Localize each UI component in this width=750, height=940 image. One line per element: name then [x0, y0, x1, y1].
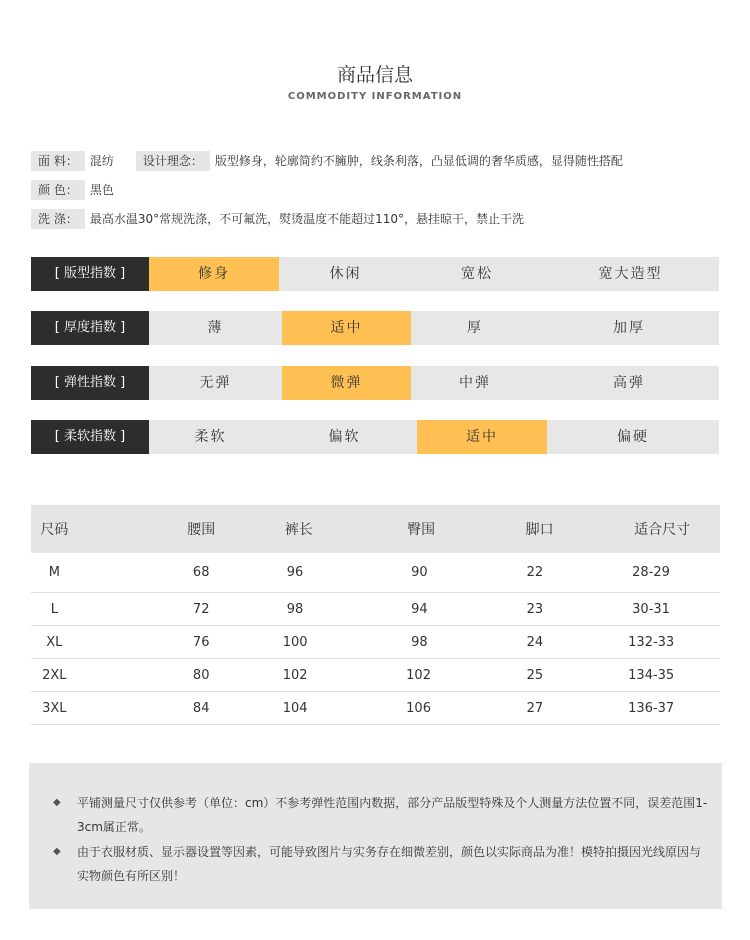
- column-header: 臀围: [377, 505, 495, 553]
- table-cell: 98: [265, 593, 377, 626]
- index-option: 无弹: [199, 375, 232, 391]
- index-option: 高弹: [613, 375, 645, 391]
- color-value: 黑色: [89, 183, 114, 197]
- index-title: [ 柔软指数 ]: [31, 420, 149, 454]
- table-cell: 22: [496, 553, 610, 593]
- table-cell: 30-31: [609, 593, 720, 626]
- table-cell: 24: [496, 626, 610, 659]
- note-text: 平铺测量尺寸仅供参考（单位：cm）不参考弹性范围内数据，部分产品版型特殊及个人测量方法位置不同，误差范围1-3cm属正常。: [77, 796, 708, 834]
- table-row: [31, 553, 720, 593]
- wash-label: 洗 涤：: [31, 209, 85, 229]
- index-option: 偏软: [328, 429, 361, 445]
- table-cell: 23: [496, 593, 610, 626]
- page-subtitle: COMMODITY INFORMATION: [287, 91, 463, 102]
- table-cell: 76: [78, 626, 265, 659]
- table-cell: 2XL: [31, 659, 78, 692]
- design-value: 版型修身，轮廓简约不臃肿，线条利落，凸显低调的奢华质感，显得随性搭配: [214, 154, 623, 168]
- table-cell: 68: [78, 553, 265, 593]
- table-cell: 25: [496, 659, 610, 692]
- diamond-bullet-icon: ◆: [53, 797, 61, 808]
- index-title: [ 弹性指数 ]: [31, 366, 149, 400]
- size-table-header: [31, 505, 720, 553]
- table-cell: M: [31, 553, 78, 593]
- page-title: 商品信息: [336, 64, 413, 86]
- column-header: 适合尺寸: [609, 505, 720, 553]
- table-cell: 106: [377, 692, 495, 725]
- info-row-wash: [31, 209, 524, 229]
- column-header: 尺码: [31, 505, 78, 553]
- size-table: [31, 505, 720, 725]
- table-cell: L: [31, 593, 78, 626]
- table-row: [31, 593, 720, 626]
- column-header: 脚口: [496, 505, 610, 553]
- table-cell: 94: [377, 593, 495, 626]
- index-option: 宽大造型: [598, 266, 663, 282]
- note-item: [53, 791, 708, 839]
- table-cell: 80: [78, 659, 265, 692]
- column-header: 裤长: [265, 505, 377, 553]
- index-option: 加厚: [613, 320, 645, 336]
- index-title: [ 厚度指数 ]: [31, 311, 149, 345]
- index-row-softness: [31, 420, 719, 454]
- index-row-thickness: [31, 311, 719, 345]
- index-option: 厚: [467, 320, 483, 336]
- table-cell: 84: [78, 692, 265, 725]
- index-option: 柔软: [194, 429, 227, 445]
- table-cell: 90: [377, 553, 495, 593]
- diamond-bullet-icon: ◆: [53, 846, 61, 857]
- table-row: [31, 692, 720, 725]
- design-label: 设计理念：: [136, 151, 210, 171]
- note-item: [53, 840, 708, 888]
- color-label: 颜 色：: [31, 180, 85, 200]
- table-cell: 72: [78, 593, 265, 626]
- table-cell: 136-37: [609, 692, 720, 725]
- info-row-fabric: [31, 151, 623, 171]
- wash-value: 最高水温30°常规洗涤，不可氟洗，熨烫温度不能超过110°，悬挂晾干，禁止干洗: [89, 212, 525, 226]
- table-cell: 96: [265, 553, 377, 593]
- table-cell: 104: [265, 692, 377, 725]
- index-row-fit: [31, 257, 719, 291]
- notes-box: [29, 763, 722, 909]
- table-cell: 132-33: [609, 626, 720, 659]
- table-cell: 102: [377, 659, 495, 692]
- index-option: 适中: [282, 311, 411, 345]
- table-cell: 134-35: [609, 659, 720, 692]
- table-cell: 102: [265, 659, 377, 692]
- table-row: [31, 626, 720, 659]
- index-option: 薄: [207, 320, 224, 336]
- table-cell: 3XL: [31, 692, 78, 725]
- index-option: 修身: [149, 257, 279, 291]
- fabric-label: 面 料：: [31, 151, 85, 171]
- table-cell: XL: [31, 626, 78, 659]
- fabric-value: 混纺: [89, 154, 114, 168]
- index-option: 微弹: [282, 366, 411, 400]
- table-cell: 28-29: [609, 553, 720, 593]
- table-cell: 27: [496, 692, 610, 725]
- index-option: 偏硬: [617, 429, 649, 445]
- index-option: 适中: [417, 420, 547, 454]
- note-text: 由于衣服材质、显示器设置等因素，可能导致图片与实务存在细微差别，颜色以实际商品为准！模特拍摄因光线原因与实物颜色有所区别！: [77, 845, 702, 883]
- index-option: 中弹: [459, 375, 491, 391]
- table-row: [31, 659, 720, 692]
- index-option: 宽松: [461, 266, 493, 282]
- table-cell: 100: [265, 626, 377, 659]
- index-title: [ 版型指数 ]: [31, 257, 149, 291]
- column-header: 腰围: [78, 505, 265, 553]
- index-row-elasticity: [31, 366, 719, 400]
- info-row-color: [31, 180, 114, 200]
- index-option: 休闲: [329, 266, 362, 282]
- table-cell: 98: [377, 626, 495, 659]
